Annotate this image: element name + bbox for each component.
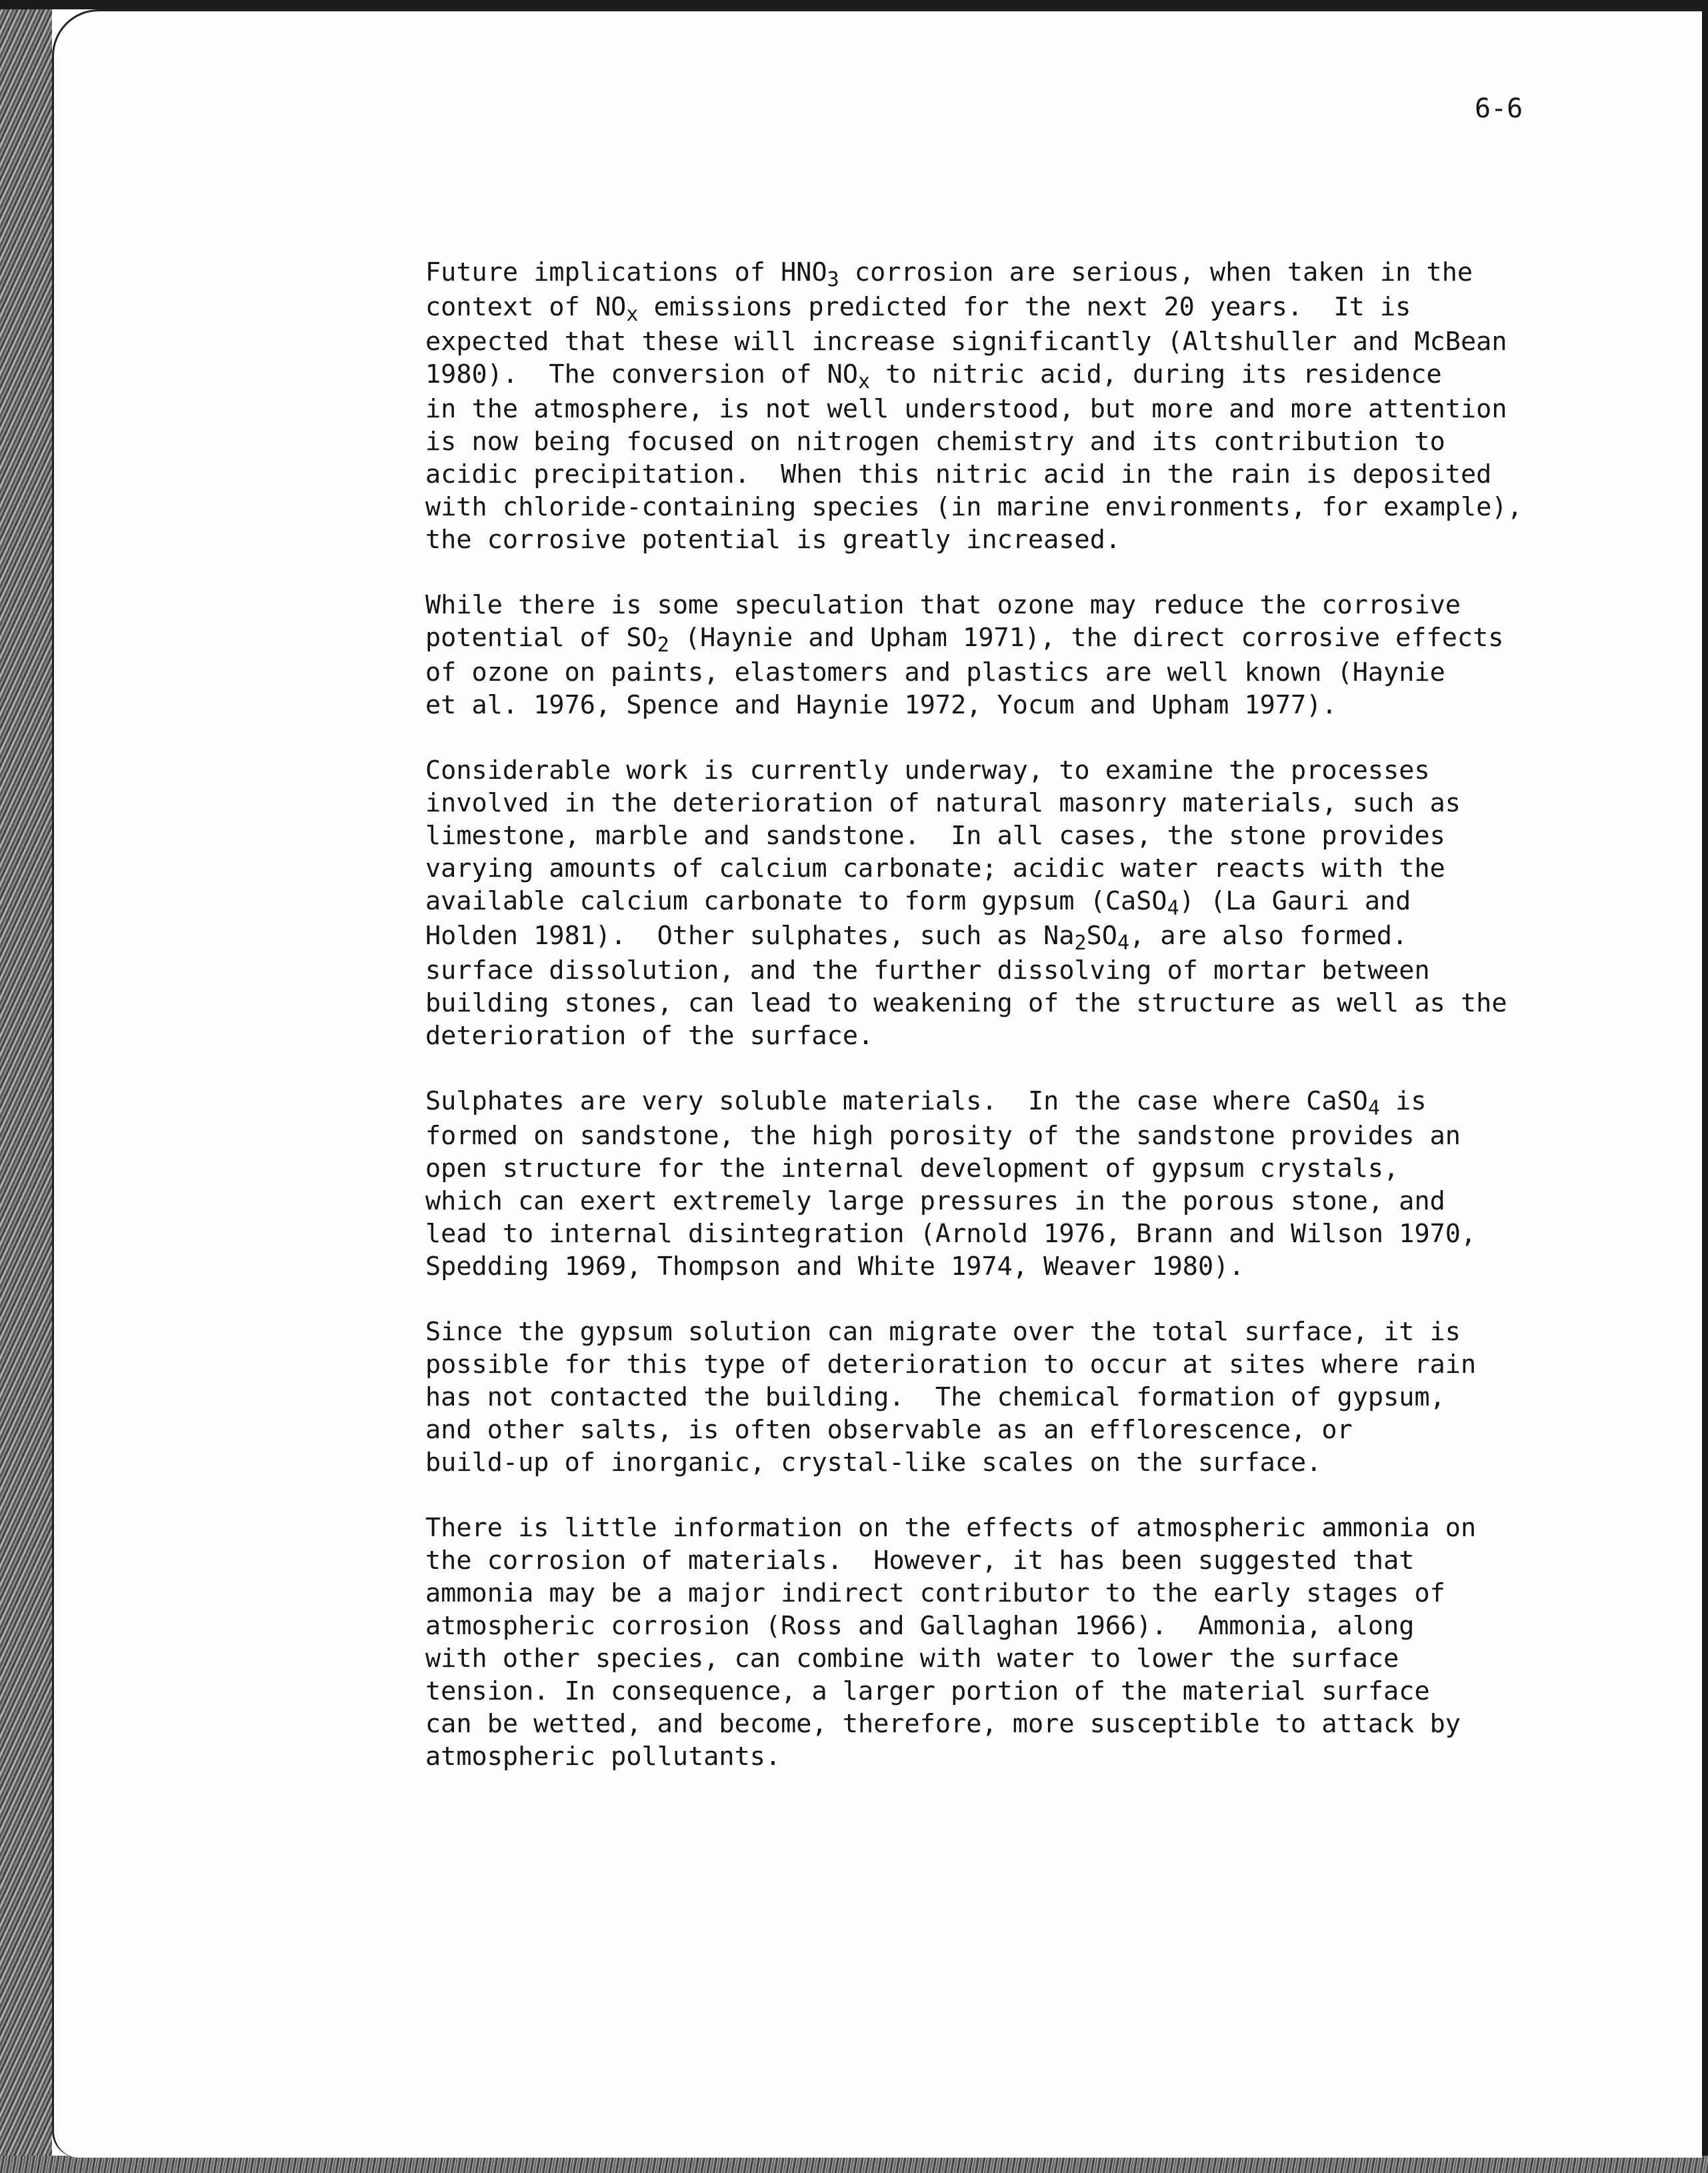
text-run: the corrosion of materials. However, it has been suggested that: [425, 1546, 1415, 1576]
subscript: 2: [657, 633, 669, 657]
text-run: build-up of inorganic, crystal-like scales on the surface.: [425, 1448, 1322, 1478]
text-run: corrosion are serious, when taken in the: [839, 257, 1473, 287]
text-line: [425, 754, 1692, 787]
text-run: (Haynie and Upham 1971), the direct corrosive effects: [669, 623, 1504, 653]
text-line: [425, 1316, 1692, 1348]
text-line: [425, 621, 1692, 656]
text-run: and other salts, is often observable as an efflorescence, or: [425, 1415, 1353, 1445]
text-run: is: [1380, 1086, 1427, 1116]
text-line: [425, 1381, 1692, 1414]
text-run: atmospheric pollutants.: [425, 1742, 781, 1772]
text-run: is now being focused on nitrogen chemistry and its contribution to: [425, 427, 1445, 457]
text-run: surface dissolution, and the further dissolving of mortar between: [425, 955, 1430, 985]
text-run: Since the gypsum solution can migrate over the total surface, it is: [425, 1317, 1461, 1347]
text-line: [425, 1085, 1692, 1120]
text-run: ) (La Gauri and: [1179, 886, 1411, 916]
text-line: [425, 954, 1692, 987]
text-line: [425, 885, 1692, 919]
subscript: 4: [1167, 897, 1179, 921]
text-run: which can exert extremely large pressures in the porous stone, and: [425, 1186, 1445, 1216]
text-run: , are also formed.: [1129, 921, 1408, 951]
text-run: deterioration of the surface.: [425, 1021, 874, 1051]
text-run: in the atmosphere, is not well understood, but more and more attention: [425, 394, 1507, 424]
text-run: limestone, marble and sandstone. In all cases, the stone provides: [425, 821, 1445, 851]
text-run: varying amounts of calcium carbonate; acidic water reacts with the: [425, 853, 1445, 883]
text-line: [425, 1019, 1692, 1052]
text-run: potential of SO: [425, 623, 657, 653]
text-line: [425, 987, 1692, 1019]
paragraph: [425, 1512, 1692, 1773]
text-run: context of NO: [425, 292, 627, 322]
text-line: [425, 1185, 1692, 1218]
text-run: emissions predicted for the next 20 years. It is: [638, 292, 1411, 322]
paragraph: [425, 1085, 1692, 1283]
subscript: 3: [827, 268, 839, 292]
subscript: 4: [1367, 1097, 1380, 1121]
text-run: tension. In consequence, a larger portion of the material surface: [425, 1676, 1430, 1706]
text-line: [425, 1675, 1692, 1708]
paragraph: [425, 754, 1692, 1052]
text-run: There is little information on the effects of atmospheric ammonia on: [425, 1513, 1477, 1543]
text-run: available calcium carbonate to form gypsum (CaSO: [425, 886, 1167, 916]
text-run: acidic precipitation. When this nitric acid in the rain is deposited: [425, 459, 1492, 489]
text-line: [425, 656, 1692, 689]
text-run: expected that these will increase significantly (Altshuller and McBean: [425, 327, 1507, 357]
text-run: ammonia may be a major indirect contributor to the early stages of: [425, 1578, 1445, 1608]
text-run: atmospheric corrosion (Ross and Gallaghan 1966). Ammonia, along: [425, 1611, 1415, 1641]
text-line: [425, 325, 1692, 358]
text-run: et al. 1976, Spence and Haynie 1972, Yocum and Upham 1977).: [425, 690, 1337, 720]
text-run: lead to internal disintegration (Arnold 1976, Brann and Wilson 1970,: [425, 1219, 1477, 1249]
text-run: Sulphates are very soluble materials. In the case where CaSO: [425, 1086, 1368, 1116]
text-run: building stones, can lead to weakening of the structure as well as the: [425, 988, 1507, 1018]
text-line: [425, 1544, 1692, 1577]
paragraph: [425, 256, 1692, 556]
text-line: [425, 589, 1692, 621]
subscript: x: [626, 303, 639, 327]
text-line: [425, 1414, 1692, 1446]
text-run: formed on sandstone, the high porosity of the sandstone provides an: [425, 1121, 1461, 1151]
text-run: Holden 1981). Other sulphates, such as Na: [425, 921, 1075, 951]
text-line: [425, 458, 1692, 491]
text-run: open structure for the internal development of gypsum crystals,: [425, 1154, 1399, 1184]
text-line: [425, 819, 1692, 852]
text-run: with other species, can combine with water to lower the surface: [425, 1644, 1399, 1674]
paragraph: [425, 589, 1692, 721]
text-run: Considerable work is currently underway, to examine the processes: [425, 755, 1430, 785]
text-run: involved in the deterioration of natural masonry materials, such as: [425, 788, 1461, 818]
text-run: can be wetted, and become, therefore, more susceptible to attack by: [425, 1709, 1461, 1739]
scan-edge-bottom: [0, 2156, 1708, 2173]
text-line: [425, 1642, 1692, 1675]
scan-edge-left: [0, 0, 52, 2173]
text-run: 1980). The conversion of NO: [425, 359, 859, 389]
text-line: [425, 689, 1692, 721]
text-line: [425, 1348, 1692, 1381]
text-run: SO: [1086, 921, 1117, 951]
scan-edge-top: [0, 0, 1708, 9]
text-line: [425, 1512, 1692, 1544]
text-line: [425, 523, 1692, 556]
subscript: 4: [1117, 931, 1130, 955]
page-number: 6-6: [1475, 93, 1523, 124]
text-run: the corrosive potential is greatly increased.: [425, 525, 1121, 555]
text-run: to nitric acid, during its residence: [870, 359, 1442, 389]
text-line: [425, 919, 1692, 954]
text-run: with chloride-containing species (in marine environments, for example),: [425, 492, 1523, 522]
subscript: 2: [1074, 931, 1087, 955]
text-line: [425, 852, 1692, 885]
text-line: [425, 1610, 1692, 1642]
text-line: [425, 1708, 1692, 1740]
subscript: x: [858, 370, 871, 394]
paragraph: [425, 1316, 1692, 1479]
text-run: Future implications of HNO: [425, 257, 827, 287]
text-line: [425, 1577, 1692, 1610]
text-line: [425, 425, 1692, 458]
text-line: [425, 358, 1692, 393]
text-run: possible for this type of deterioration to occur at sites where rain: [425, 1350, 1477, 1380]
text-line: [425, 1218, 1692, 1250]
text-line: [425, 291, 1692, 325]
text-line: [425, 256, 1692, 291]
text-line: [425, 1120, 1692, 1152]
text-line: [425, 1446, 1692, 1479]
text-line: [425, 1740, 1692, 1773]
text-run: Spedding 1969, Thompson and White 1974, Weaver 1980).: [425, 1252, 1245, 1282]
text-line: [425, 1152, 1692, 1185]
text-run: While there is some speculation that ozone may reduce the corrosive: [425, 590, 1461, 620]
text-line: [425, 491, 1692, 523]
text-line: [425, 1250, 1692, 1283]
text-line: [425, 787, 1692, 819]
text-line: [425, 393, 1692, 425]
text-run: of ozone on paints, elastomers and plastics are well known (Haynie: [425, 657, 1445, 687]
document-body: [425, 256, 1692, 1806]
text-run: has not contacted the building. The chemical formation of gypsum,: [425, 1382, 1445, 1412]
